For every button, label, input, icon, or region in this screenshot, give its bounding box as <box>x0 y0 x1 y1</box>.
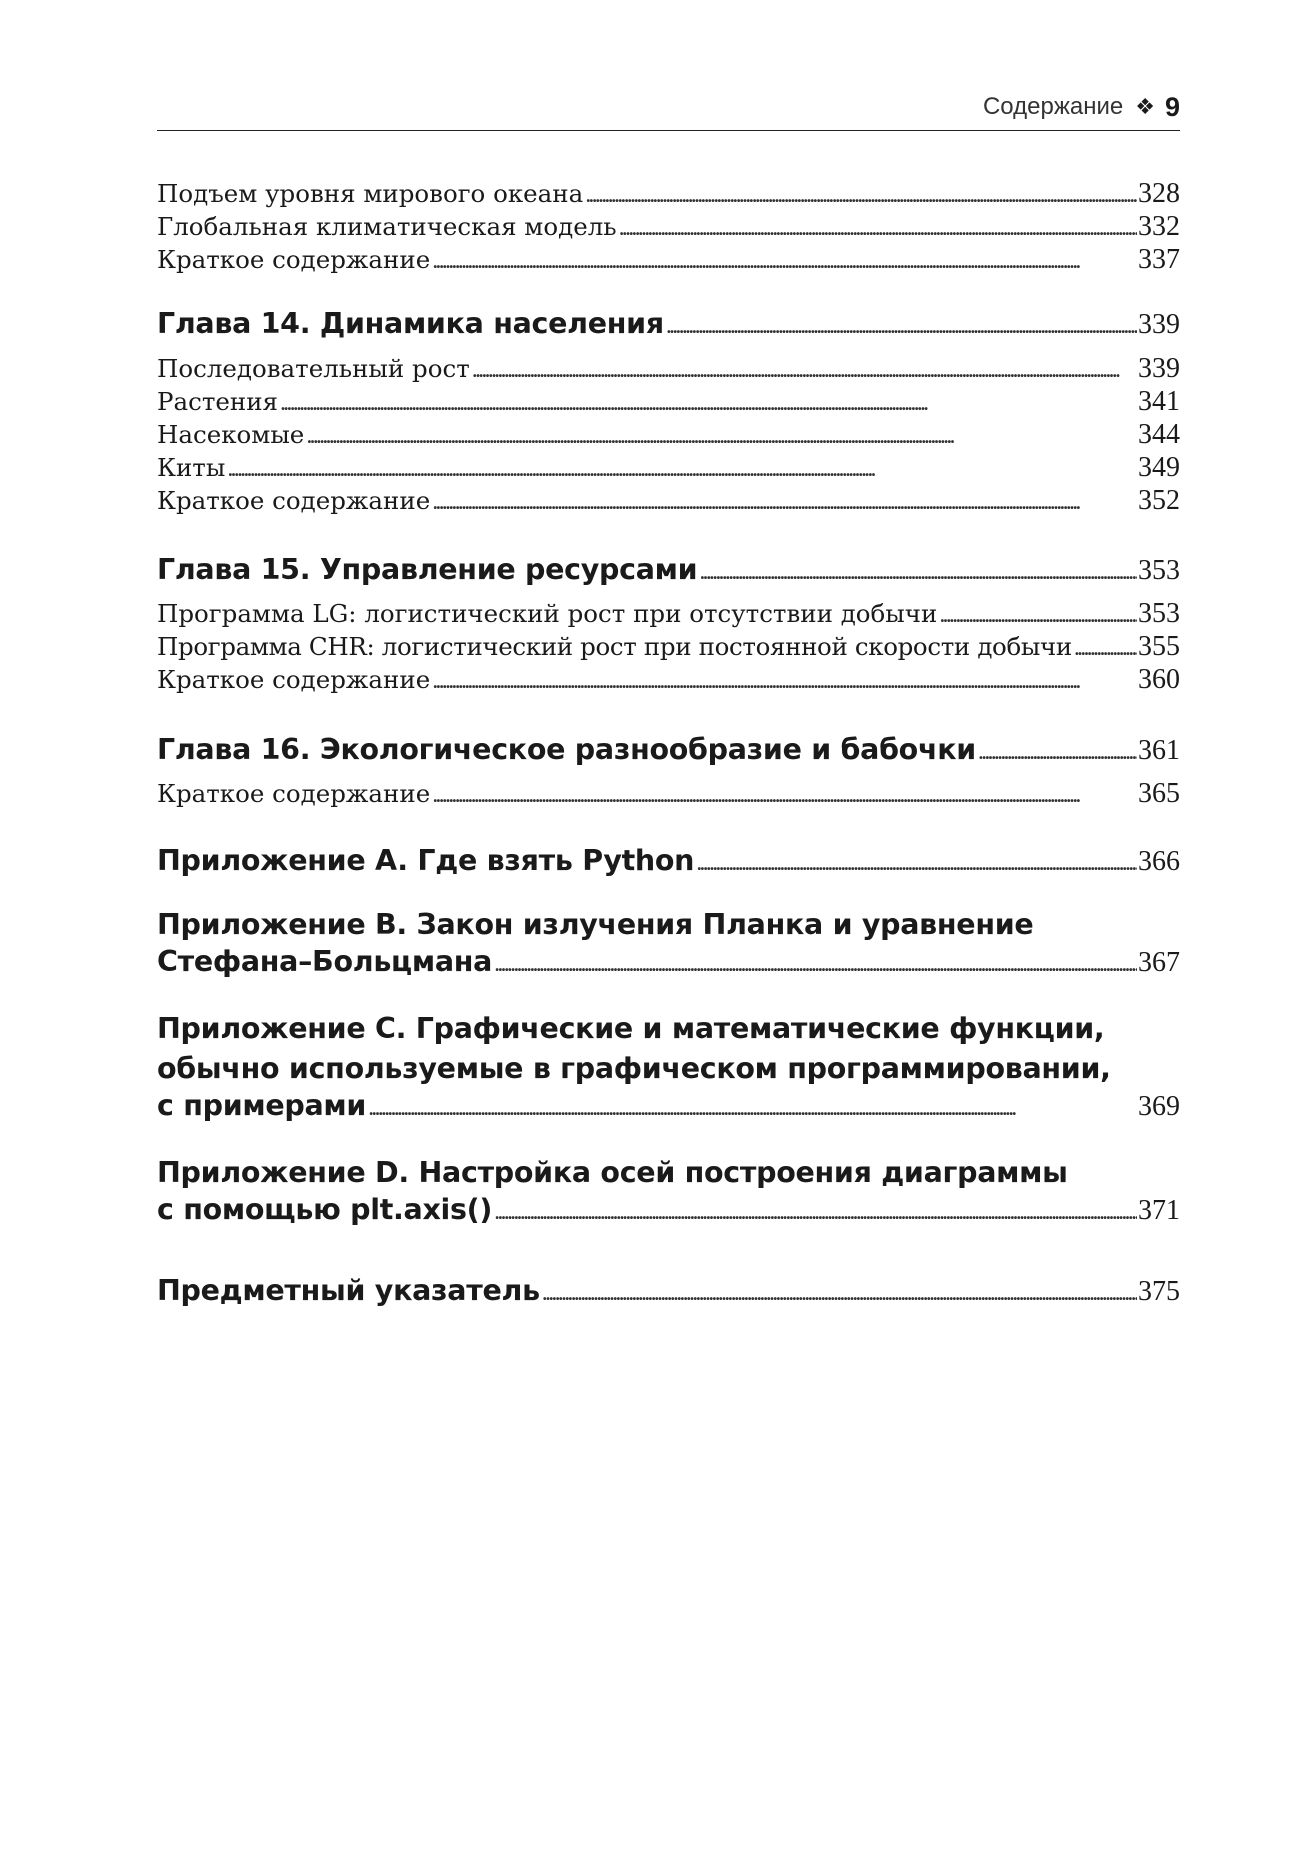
toc-entry-program-lg[interactable] <box>157 598 1180 630</box>
toc-entry-climate-model[interactable] <box>157 211 1180 243</box>
toc-entry-plants[interactable] <box>157 386 1180 418</box>
dot-leader <box>227 456 1137 483</box>
toc-entry-page: 339 <box>1138 309 1180 340</box>
toc-entry-summary-16[interactable] <box>157 778 1180 810</box>
toc-entry-page: 341 <box>1138 386 1180 417</box>
dot-leader <box>472 357 1137 384</box>
toc-entry-page: 337 <box>1138 244 1180 275</box>
toc-entry-title: Краткое содержание <box>157 779 431 808</box>
toc-entry-title: Киты <box>157 453 226 482</box>
toc-entry-page: 366 <box>1138 846 1180 877</box>
toc-entry-title: Программа CHR: логистический рост при постоянной скорости добычи <box>157 632 1072 661</box>
toc-chapter-title-line: Приложение D. Настройка осей построения диаграммы <box>157 1156 1068 1189</box>
toc-entry-page: 375 <box>1138 1276 1180 1307</box>
toc-entry-page: 332 <box>1138 211 1180 242</box>
running-header <box>157 92 1180 131</box>
dot-leader <box>666 313 1137 340</box>
dot-leader <box>432 782 1137 809</box>
toc-entry-page: 352 <box>1138 485 1180 516</box>
toc-entry-page: 360 <box>1138 664 1180 695</box>
toc-entry-title: Последовательный рост <box>157 354 470 383</box>
toc-chapter-title-line: с примерами <box>157 1089 367 1122</box>
dot-leader <box>368 1095 1137 1122</box>
toc-entry-sequential-growth[interactable] <box>157 353 1180 385</box>
toc-entry-page: 371 <box>1138 1195 1180 1226</box>
toc-entry-title: Подъем уровня мирового океана <box>157 179 584 208</box>
toc-entry-page: 344 <box>1138 419 1180 450</box>
toc-entry-whales[interactable] <box>157 452 1180 484</box>
dot-leader <box>619 215 1137 242</box>
dot-leader <box>939 602 1137 629</box>
toc-chapter-16[interactable] <box>157 733 1180 767</box>
dot-leader <box>432 248 1137 275</box>
toc-chapter-15[interactable] <box>157 553 1180 587</box>
toc-chapter-title-line: Приложение C. Графические и математические функции, <box>157 1012 1105 1045</box>
toc-chapter-title-line: Стефана–Больцмана <box>157 945 493 978</box>
toc-appendix-c[interactable] <box>157 1009 1180 1123</box>
toc-entry-title: Краткое содержание <box>157 486 431 515</box>
dot-leader <box>585 182 1137 209</box>
toc-entry-summary-14[interactable] <box>157 485 1180 517</box>
toc-entry-page: 361 <box>1138 735 1180 766</box>
toc-entry-page: 339 <box>1138 353 1180 384</box>
toc-chapter-title-line: Приложение B. Закон излучения Планка и уравнение <box>157 908 1034 941</box>
dot-leader <box>494 951 1137 978</box>
toc-entry-title: Краткое содержание <box>157 665 431 694</box>
toc-appendix-a[interactable] <box>157 844 1180 878</box>
toc-chapter-title: Глава 15. Управление ресурсами <box>157 553 698 586</box>
toc-chapter-title-line: обычно используемые в графическом программировании, <box>157 1052 1111 1085</box>
toc-entry-summary-13[interactable] <box>157 244 1180 276</box>
page-number: 9 <box>1164 92 1180 122</box>
dot-leader <box>978 739 1137 766</box>
dot-leader <box>494 1199 1137 1226</box>
toc-entry-title: Глобальная климатическая модель <box>157 212 617 241</box>
dot-leader <box>280 390 1137 417</box>
toc-chapter-title: Глава 16. Экологическое разнообразие и бабочки <box>157 733 976 766</box>
ornament-icon: ❖ <box>1135 94 1155 119</box>
toc-entry-summary-15[interactable] <box>157 664 1180 696</box>
dot-leader <box>306 423 1137 450</box>
toc-entry-insects[interactable] <box>157 419 1180 451</box>
dot-leader <box>699 559 1137 586</box>
toc-entry-page: 367 <box>1138 947 1180 978</box>
toc-entry-program-chr[interactable] <box>157 631 1180 663</box>
toc-appendix-d[interactable] <box>157 1153 1180 1227</box>
toc-entry-sea-level[interactable] <box>157 178 1180 210</box>
toc-chapter-title: Приложение A. Где взять Python <box>157 844 695 877</box>
dot-leader <box>1074 635 1137 662</box>
toc-chapter-title: Предметный указатель <box>157 1274 540 1307</box>
toc-entry-page: 328 <box>1138 178 1180 209</box>
toc-appendix-b[interactable] <box>157 905 1180 979</box>
toc-chapter-title: Глава 14. Динамика населения <box>157 307 664 340</box>
toc-entry-title: Растения <box>157 387 278 416</box>
toc-entry-title: Насекомые <box>157 420 305 449</box>
toc-subject-index[interactable] <box>157 1274 1180 1308</box>
dot-leader <box>432 668 1137 695</box>
toc-entry-page: 353 <box>1138 598 1180 629</box>
toc-entry-title: Краткое содержание <box>157 245 431 274</box>
toc-entry-title: Программа LG: логистический рост при отсутствии добычи <box>157 599 938 628</box>
dot-leader <box>432 489 1137 516</box>
dot-leader <box>542 1280 1137 1307</box>
toc-entry-page: 349 <box>1138 452 1180 483</box>
toc-entry-page: 365 <box>1138 778 1180 809</box>
dot-leader <box>696 850 1137 877</box>
toc-chapter-14[interactable] <box>157 307 1180 341</box>
header-title: Содержание <box>982 93 1124 120</box>
toc-entry-page: 369 <box>1138 1091 1180 1122</box>
toc-entry-page: 353 <box>1138 555 1180 586</box>
toc-entry-page: 355 <box>1138 631 1180 662</box>
toc-chapter-title-line: с помощью plt.axis() <box>157 1193 493 1226</box>
